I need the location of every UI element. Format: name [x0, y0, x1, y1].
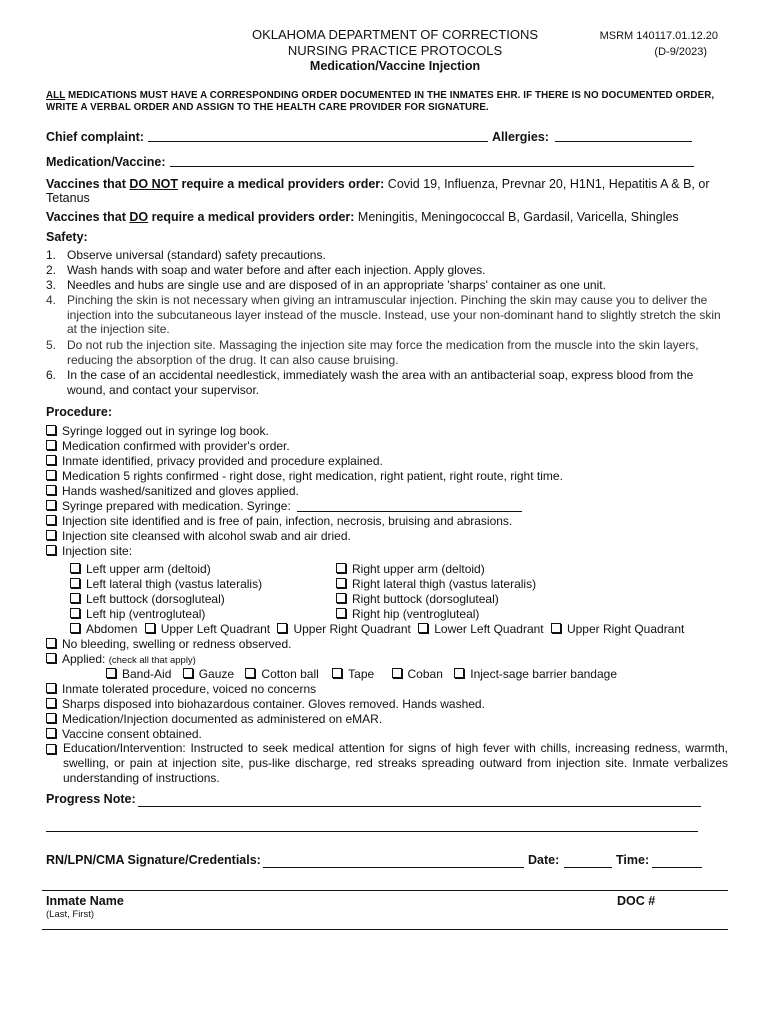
checkbox-icon[interactable]: [46, 530, 56, 540]
dressing-label: Cotton ball: [261, 667, 319, 681]
safety-item: [46, 338, 726, 367]
dressing-label: Coban: [407, 667, 443, 681]
procedure-step[interactable]: [46, 499, 522, 513]
safety-item: [46, 278, 726, 293]
safety-num: 3.: [46, 278, 57, 292]
abdomen-row: [70, 622, 684, 636]
site-option[interactable]: [336, 562, 485, 576]
progress-note-field-2[interactable]: [46, 831, 698, 832]
vaccines-no-order-em: DO NOT: [129, 177, 178, 191]
checkbox-icon[interactable]: [46, 638, 56, 648]
quadrant-label: Upper Right Quadrant: [293, 622, 411, 636]
checkbox-icon[interactable]: [46, 455, 56, 465]
checkbox-icon[interactable]: [418, 623, 428, 633]
checkbox-icon[interactable]: [70, 578, 80, 588]
vaccines-order-list: Meningitis, Meningococcal B, Gardasil, Varicella, Shingles: [354, 210, 679, 224]
dressing-label: Tape: [348, 667, 375, 681]
checkbox-icon[interactable]: [46, 440, 56, 450]
safety-num: 6.: [46, 368, 57, 382]
progress-note-field[interactable]: [138, 806, 701, 807]
procedure-step-label: Syringe prepared with medication. Syringe:: [62, 499, 291, 513]
procedure-step[interactable]: [46, 424, 269, 438]
checkbox-icon[interactable]: [70, 623, 80, 633]
vaccines-order-pre: Vaccines that: [46, 210, 130, 224]
checkbox-icon[interactable]: [46, 653, 56, 663]
site-label: Right hip (ventrogluteal): [352, 607, 480, 621]
date-label: Date:: [528, 853, 560, 867]
medication-label: Medication/Vaccine:: [46, 155, 166, 169]
checkbox-icon[interactable]: [46, 713, 56, 723]
allergies-field[interactable]: [555, 130, 692, 142]
vaccines-no-order-list: Covid 19, Influenza, Prevnar 20, H1N1, Hepatitis A & B, or: [384, 177, 710, 191]
site-label: Left lateral thigh (vastus lateralis): [86, 577, 263, 591]
procedure-step[interactable]: [46, 514, 512, 528]
procedure-heading: Procedure:: [46, 405, 112, 419]
procedure-step-label: No bleeding, swelling or redness observed.: [62, 637, 292, 651]
procedure-step-label: Inmate identified, privacy provided and procedure explained.: [62, 454, 383, 468]
form-number: MSRM 140117.01.12.20: [599, 30, 718, 42]
divider-bottom: [42, 929, 728, 930]
procedure-step[interactable]: [46, 469, 563, 483]
inmate-name-label: Inmate Name: [46, 894, 124, 908]
header-org: OKLAHOMA DEPARTMENT OF CORRECTIONS: [251, 27, 539, 42]
procedure-step-label: Injection site:: [62, 544, 133, 558]
dressing-label: Inject-sage barrier bandage: [470, 667, 617, 681]
procedure-step[interactable]: [46, 439, 290, 453]
site-label: Left hip (ventrogluteal): [86, 607, 206, 621]
vaccines-order-em: DO: [129, 210, 149, 224]
dressing-row: [106, 667, 617, 681]
signature-field[interactable]: [263, 867, 524, 868]
quadrant-label: Upper Right Quadrant: [566, 622, 685, 636]
checkbox-icon[interactable]: [183, 668, 193, 678]
safety-item: [46, 248, 726, 263]
checkbox-icon[interactable]: [46, 683, 56, 693]
dressing-label: Band-Aid: [122, 667, 172, 681]
checkbox-icon[interactable]: [336, 608, 346, 618]
chief-complaint-field[interactable]: [148, 130, 488, 142]
applied-note: (check all that apply): [108, 655, 196, 666]
checkbox-icon[interactable]: [551, 623, 561, 633]
procedure-step[interactable]: [46, 652, 196, 666]
procedure-step-label: Vaccine consent obtained.: [62, 727, 202, 741]
vaccines-order-post: require a medical providers order:: [148, 210, 355, 224]
safety-text: Pinching the skin is not necessary when giving an intramuscular injection. Pinching the skin may cause you to deliver the injection into the subcutaneous layer instead of the muscle. Instead, use your non-dominant hand to slightly stretch the skin at the injection site.: [67, 293, 721, 337]
checkbox-icon[interactable]: [46, 698, 56, 708]
safety-num: 5.: [46, 338, 57, 352]
safety-item: [46, 293, 726, 337]
checkbox-icon[interactable]: [392, 668, 402, 678]
procedure-step-label: Medication confirmed with provider's order.: [62, 439, 290, 453]
procedure-step-label: Injection site identified and is free of pain, infection, necrosis, bruising and abrasions.: [62, 514, 513, 528]
checkbox-icon[interactable]: [332, 668, 342, 678]
site-option[interactable]: [70, 592, 225, 606]
signature-label: RN/LPN/CMA Signature/Credentials:: [46, 853, 261, 867]
procedure-step[interactable]: [46, 712, 382, 726]
education-text: Education/Intervention: Instructed to seek medical attention for signs of high fever with chills, increasing redness, warmth, swelling, or pain at injection site, pus-like discharge, red streaks spreading outward from injection site. Inmate verbalizes understanding of instructions.: [63, 741, 728, 785]
site-option[interactable]: [70, 577, 262, 591]
medication-field[interactable]: [170, 155, 694, 167]
checkbox-icon[interactable]: [46, 485, 56, 495]
checkbox-icon[interactable]: [277, 623, 287, 633]
time-field[interactable]: [652, 867, 702, 868]
progress-note-label: Progress Note:: [46, 792, 136, 806]
checkbox-icon[interactable]: [106, 668, 116, 678]
checkbox-icon[interactable]: [46, 744, 56, 754]
procedure-step-label: Hands washed/sanitized and gloves applied.: [62, 484, 299, 498]
safety-text: Wash hands with soap and water before and after each injection. Apply gloves.: [67, 263, 486, 277]
quadrant-label: Upper Left Quadrant: [160, 622, 271, 636]
checkbox-icon[interactable]: [70, 608, 80, 618]
quadrant-label: Lower Left Quadrant: [434, 622, 544, 636]
site-option[interactable]: [336, 607, 479, 621]
procedure-step[interactable]: [46, 682, 316, 696]
abdomen-label: Abdomen: [86, 622, 138, 636]
safety-text: Needles and hubs are single use and are disposed of in an appropriate 'sharps' container as one unit.: [67, 278, 606, 292]
safety-item: [46, 263, 726, 278]
site-option[interactable]: [70, 562, 211, 576]
site-label: Right lateral thigh (vastus lateralis): [352, 577, 537, 591]
header-subtitle: NURSING PRACTICE PROTOCOLS: [287, 43, 503, 58]
chief-complaint-label: Chief complaint:: [46, 130, 144, 144]
procedure-step-label: Sharps disposed into biohazardous container. Gloves removed. Hands washed.: [62, 697, 485, 711]
dressing-label: Gauze: [198, 667, 235, 681]
procedure-step-label: Medication/Injection documented as administered on eMAR.: [62, 712, 383, 726]
site-option[interactable]: [336, 577, 536, 591]
checkbox-icon[interactable]: [46, 515, 56, 525]
checkbox-icon[interactable]: [336, 563, 346, 573]
checkbox-icon[interactable]: [70, 563, 80, 573]
allergies-label: Allergies:: [492, 130, 549, 144]
procedure-step-label: Medication 5 rights confirmed - right dose, right medication, right patient, right route, right time.: [62, 469, 563, 483]
procedure-step[interactable]: [46, 637, 291, 651]
safety-text: Observe universal (standard) safety precautions.: [67, 248, 326, 262]
time-label: Time:: [616, 853, 650, 867]
form-revision: (D-9/2023): [654, 46, 707, 58]
inmate-name-hint: (Last, First): [46, 909, 95, 920]
divider-top: [42, 890, 728, 891]
vaccines-order: [46, 210, 679, 224]
site-label: Right buttock (dorsogluteal): [352, 592, 499, 606]
checkbox-icon[interactable]: [46, 728, 56, 738]
site-label: Right upper arm (deltoid): [352, 562, 485, 576]
procedure-step-label: Syringe logged out in syringe log book.: [62, 424, 269, 438]
safety-num: 1.: [46, 248, 57, 262]
procedure-step[interactable]: [46, 727, 202, 741]
education-step[interactable]: [46, 741, 728, 786]
safety-num: 2.: [46, 263, 57, 277]
procedure-step-label: Injection site cleansed with alcohol swab and air dried.: [62, 529, 351, 543]
syringe-field[interactable]: [297, 500, 522, 512]
page-title: Medication/Vaccine Injection: [309, 59, 481, 73]
procedure-step[interactable]: [46, 697, 485, 711]
safety-text: Do not rub the injection site. Massaging the injection site may force the medication from the muscle into the skin layers, reducing the absorption of the drug. It can also cause bruising.: [67, 338, 699, 367]
checkbox-icon[interactable]: [454, 668, 464, 678]
notice-line-1: [46, 90, 714, 101]
site-label: Left upper arm (deltoid): [86, 562, 211, 576]
checkbox-icon[interactable]: [70, 593, 80, 603]
checkbox-icon[interactable]: [145, 623, 155, 633]
checkbox-icon[interactable]: [46, 500, 56, 510]
vaccines-no-order-cont: Tetanus: [46, 191, 90, 205]
procedure-step[interactable]: [46, 454, 383, 468]
procedure-step-label: Inmate tolerated procedure, voiced no concerns: [62, 682, 317, 696]
checkbox-icon[interactable]: [245, 668, 255, 678]
doc-number-label: DOC #: [617, 894, 656, 908]
checkbox-icon[interactable]: [46, 545, 56, 555]
procedure-step[interactable]: [46, 484, 299, 498]
safety-item: [46, 368, 726, 397]
checkbox-icon[interactable]: [46, 425, 56, 435]
site-option[interactable]: [70, 607, 205, 621]
applied-label: Applied:: [62, 652, 106, 666]
checkbox-icon[interactable]: [336, 593, 346, 603]
vaccines-no-order: [46, 177, 709, 191]
notice-line-2: WRITE A VERBAL ORDER AND ASSIGN TO THE HEALTH CARE PROVIDER FOR SIGNATURE.: [46, 102, 489, 113]
vaccines-no-order-post: require a medical providers order:: [177, 177, 385, 191]
site-option[interactable]: [336, 592, 499, 606]
safety-heading: Safety:: [46, 230, 88, 244]
safety-num: 4.: [46, 293, 57, 307]
notice-text-1: MEDICATIONS MUST HAVE A CORRESPONDING ORDER DOCUMENTED IN THE INMATES EHR. IF THERE IS NO DOCUMENTED ORDER,: [65, 90, 715, 101]
vaccines-no-order-pre: Vaccines that: [46, 177, 130, 191]
checkbox-icon[interactable]: [336, 578, 346, 588]
checkbox-icon[interactable]: [46, 470, 56, 480]
notice-lead: ALL: [46, 90, 66, 101]
site-label: Left buttock (dorsogluteal): [86, 592, 225, 606]
procedure-step[interactable]: [46, 544, 132, 558]
procedure-step[interactable]: [46, 529, 351, 543]
date-field[interactable]: [564, 867, 612, 868]
safety-text: In the case of an accidental needlestick, immediately wash the area with an antibacterial soap, express blood from the wound, and contact your supervisor.: [67, 368, 694, 397]
